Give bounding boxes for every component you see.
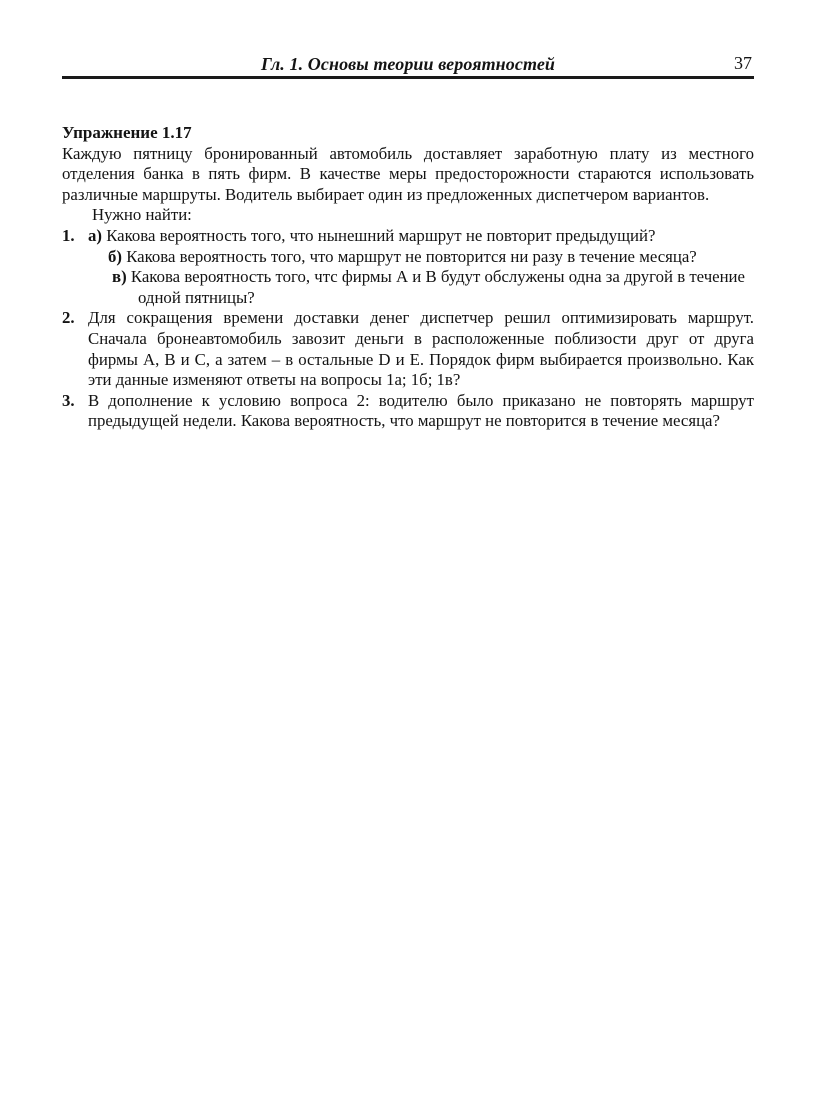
question-1a-text: Какова вероятность того, что нынешний маршрут не повторит предыдущий? [106, 225, 656, 245]
question-3 [62, 391, 754, 432]
exercise-intro: Каждую пятницу бронированный автомобиль доставляет заработную плату из местного отделения банка в пять фирм. В качестве меры предосторожности стараются использовать различные маршруты. Водитель выбирает один из предложенных диспетчером вариантов. [62, 143, 754, 204]
question-1v-letter: в) [112, 267, 127, 287]
question-1 [62, 226, 754, 247]
exercise-title: Упражнение 1.17 [62, 123, 192, 142]
question-2-text: Для сокращения времени доставки денег диспетчер решил оптимизировать маршрут. Сначала бронеавтомобиль завозит деньги в расположенные поблизости друг от друга фирмы А, В и С, а затем – в остальные D и Е. Порядок фирм выбирается произвольно. Как эти данные изменяют ответы на вопросы 1а; 1б; 1в? [88, 308, 754, 390]
question-2 [62, 308, 754, 390]
question-1a [88, 226, 754, 247]
question-3-number: 3. [62, 390, 75, 410]
question-1a-letter: а) [88, 225, 102, 245]
page-number: 37 [734, 53, 752, 73]
question-1b-text: Какова вероятность того, что маршрут не повторится ни разу в течение месяца? [126, 246, 697, 266]
running-header [62, 52, 754, 79]
question-2-number: 2. [62, 308, 75, 328]
question-1v [88, 267, 754, 308]
question-1b [88, 247, 754, 268]
question-1v-text: Какова вероятность того, чтс фирмы А и В будут обслужены одна за другой в течение одной пятницы? [130, 267, 745, 307]
exercise-block [62, 123, 754, 432]
task-line: Нужно найти: [92, 205, 192, 225]
question-3-text: В дополнение к условию вопроса 2: водителю было приказано не повторять маршрут предыдущей недели. Какова вероятность, что маршрут не повторится в течение месяца? [88, 390, 754, 431]
question-1b-letter: б) [108, 246, 122, 266]
question-1-number: 1. [62, 225, 75, 245]
chapter-title: Гл. 1. Основы теории вероятностей [260, 54, 556, 74]
